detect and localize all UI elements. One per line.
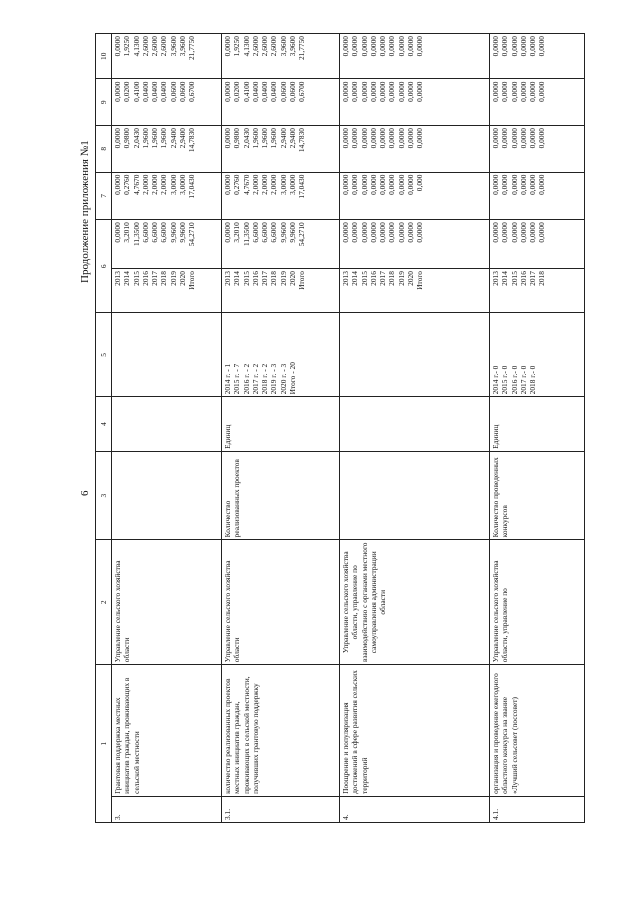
measure-name: организация и проведение ежегодного областного конкурса на звание «Лучший сельсовет (поссовет) bbox=[490, 665, 585, 797]
indicator bbox=[112, 451, 222, 540]
row-number: 4.1. bbox=[490, 796, 585, 822]
years: 2013 2014 2015 2016 2017 2018 2019 2020 Итого bbox=[340, 269, 490, 313]
years: 2013 2014 2015 2016 2017 2018 2019 2020 Итого bbox=[222, 269, 340, 313]
header-row bbox=[96, 34, 112, 823]
unit: Единиц bbox=[222, 397, 340, 451]
table-row bbox=[340, 34, 490, 823]
col-header-5: 5 bbox=[96, 313, 112, 397]
value-col-8: 0,0000 0,9800 2,0430 1,9600 1,9600 1,9600 2,9400 2,9400 14,7830 bbox=[112, 126, 222, 173]
col-header-1: 1 bbox=[96, 665, 112, 823]
target-values bbox=[112, 313, 222, 397]
executor: Управление сельского хозяйства области bbox=[222, 540, 340, 665]
value-col-8: 0,0000 0,0000 0,0000 0,0000 0,0000 0,0000 0,0000 0,0000 0,0000 bbox=[340, 126, 490, 173]
value-col-6: 0,0000 3,2010 11,3500 6,6000 6,6000 6,6000 9,9600 9,9600 54,2710 bbox=[112, 220, 222, 269]
value-col-6: 0,0000 0,0000 0,0000 0,0000 0,0000 0,0000 bbox=[490, 220, 585, 269]
table-row bbox=[112, 34, 222, 823]
col-header-9: 9 bbox=[96, 79, 112, 126]
row-number: 4. bbox=[340, 796, 490, 822]
col-header-8: 8 bbox=[96, 126, 112, 173]
years: 2013 2014 2015 2016 2017 2018 bbox=[490, 269, 585, 313]
program-table bbox=[95, 33, 585, 823]
value-col-7: 0,0000 0,2760 4,7670 2,0000 2,0000 2,0000 3,0000 3,0000 17,0430 bbox=[112, 172, 222, 220]
continuation-label: Продолжение приложения №1 bbox=[79, 140, 91, 283]
col-header-7: 7 bbox=[96, 172, 112, 220]
target-values: 2014 г. - 1 2015 г. - 7 2016 г. - 2 2017 г. - 2 2018 г. - 2 2019 г. - 3 2020 г. - 3 Итого - 20 bbox=[222, 313, 340, 397]
executor: Управление сельского хозяйства области, управление по взаимодействию с органами местного самоуправления администрации области bbox=[340, 540, 490, 665]
executor: Управление сельского хозяйства области bbox=[112, 540, 222, 665]
target-values bbox=[340, 313, 490, 397]
value-col-7: 0,0000 0,2760 4,7670 2,0000 2,0000 2,0000 3,0000 3,0000 17,0430 bbox=[222, 172, 340, 220]
table-row bbox=[490, 34, 585, 823]
value-col-10: 0,0000 0,0000 0,0000 0,0000 0,0000 0,0000 bbox=[490, 34, 585, 80]
row-number: 3. bbox=[112, 796, 222, 822]
value-col-7: 0,0000 0,0000 0,0000 0,0000 0,0000 0,0000 bbox=[490, 172, 585, 220]
col-header-6: 6 bbox=[96, 220, 112, 313]
target-values: 2014 г.- 0 2015 г.- 0 2016 г.- 0 2017 г.- 0 2018 г.- 0 bbox=[490, 313, 585, 397]
value-col-10: 0,0000 0,0000 0,0000 0,0000 0,0000 0,0000 0,0000 0,0000 0,0000 bbox=[340, 34, 490, 80]
value-col-10: 0,0000 1,9250 4,1300 2,6000 2,6000 2,6000 3,9600 3,9600 21,7750 bbox=[112, 34, 222, 80]
executor: Управление сельского хозяйства области, управление по bbox=[490, 540, 585, 665]
measure-name: количество реализованных проектов местных инициатив граждан, проживающих в сельской местности, получивших грантовую поддержку bbox=[222, 665, 340, 797]
unit: Единиц bbox=[490, 397, 585, 451]
col-header-4: 4 bbox=[96, 397, 112, 451]
col-header-10: 10 bbox=[96, 34, 112, 80]
page-number: 6 bbox=[79, 490, 91, 496]
value-col-8: 0,0000 0,9800 2,0430 1,9600 1,9600 1,9600 2,9400 2,9400 14,7830 bbox=[222, 126, 340, 173]
value-col-6: 0,0000 3,2010 11,3500 6,6000 6,6000 6,6000 9,9600 9,9600 54,2710 bbox=[222, 220, 340, 269]
indicator: Количество реализованных проектов bbox=[222, 451, 340, 540]
unit bbox=[112, 397, 222, 451]
value-col-9: 0,0000 0,0000 0,0000 0,0000 0,0000 0,0000 bbox=[490, 79, 585, 126]
col-header-2: 2 bbox=[96, 540, 112, 665]
row-number: 3.1. bbox=[222, 796, 340, 822]
table-row bbox=[222, 34, 340, 823]
indicator bbox=[340, 451, 490, 540]
value-col-9: 0,0000 0,0200 0,4100 0,0400 0,0400 0,0400 0,0600 0,0600 0,6700 bbox=[112, 79, 222, 126]
value-col-9: 0,0000 0,0000 0,0000 0,0000 0,0000 0,0000 0,0000 0,0000 0,0000 bbox=[340, 79, 490, 126]
measure-name: Грантовая поддержка местных инициатив граждан, проживающих в сельской местности bbox=[112, 665, 222, 797]
value-col-10: 0,0000 1,9250 4,1300 2,6000 2,6000 2,6000 3,9600 3,9600 21,7750 bbox=[222, 34, 340, 80]
indicator: Количество проведенных конкурсов bbox=[490, 451, 585, 540]
measure-name: Поощрение и популяризация достижений в сфере развития сельских территорий bbox=[340, 665, 490, 797]
value-col-6: 0,0000 0,0000 0,0000 0,0000 0,0000 0,0000 0,0000 0,0000 0,0000 bbox=[340, 220, 490, 269]
unit bbox=[340, 397, 490, 451]
years: 2013 2014 2015 2016 2017 2018 2019 2020 Итого bbox=[112, 269, 222, 313]
value-col-8: 0,0000 0,0000 0,0000 0,0000 0,0000 0,0000 bbox=[490, 126, 585, 173]
value-col-9: 0,0000 0,0200 0,4100 0,0400 0,0400 0,0400 0,0600 0,0600 0,6700 bbox=[222, 79, 340, 126]
value-col-7: 0,0000 0,0000 0,0000 0,0000 0,0000 0,0000 0,0000 0,0000 0,000 bbox=[340, 172, 490, 220]
rotated-content bbox=[79, 33, 591, 823]
col-header-3: 3 bbox=[96, 451, 112, 540]
